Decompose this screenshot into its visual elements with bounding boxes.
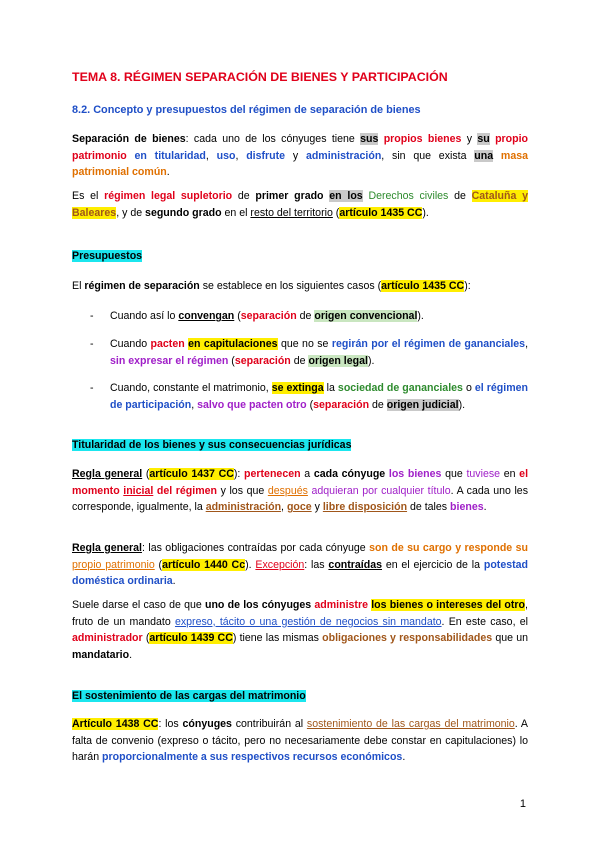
list-item (90, 308, 528, 325)
term: sostenimiento de las cargas del matrimonio (306, 718, 515, 730)
term: su (477, 133, 490, 145)
bullet-dash: - (90, 382, 94, 394)
term: administre (314, 599, 368, 611)
term: los bienes o intereses del otro (371, 599, 526, 611)
text: , sin que exista (381, 149, 475, 162)
list-item-text (110, 336, 528, 369)
text: o (462, 382, 475, 394)
text: que un (492, 632, 528, 644)
term: el momento (72, 468, 529, 497)
term: en los (329, 190, 363, 202)
term: sin expresar el régimen (110, 354, 229, 367)
text: ( (306, 398, 314, 411)
term: expreso, tácito o una gestión de negocios sin mandato (174, 615, 442, 628)
term: tuviese (466, 468, 501, 480)
term: Regla general (72, 542, 142, 554)
term: Cataluña y Baleares (72, 190, 528, 219)
text: de (290, 354, 309, 367)
term: administración (305, 149, 382, 162)
term: potestad doméstica ordinaria (72, 558, 528, 587)
text: : los (158, 718, 183, 730)
obligaciones-paragraph (72, 540, 528, 590)
term: son de su cargo y responde su (369, 542, 528, 554)
text: ( (332, 206, 340, 219)
text: , (281, 501, 287, 513)
text: , (191, 398, 198, 411)
text: Cuando, constante el matrimonio, (110, 382, 272, 394)
article-ref: artículo 1440 Cc (162, 558, 246, 571)
term: regirán por el régimen de gananciales (331, 338, 526, 350)
text: y (285, 149, 306, 162)
text: . A falta de convenio (expreso o tácito, pero no necesariamente debe constar en capitulaciones) lo harán (72, 718, 528, 763)
section-heading: El sostenimiento de las cargas del matrimonio (72, 690, 306, 702)
term: del régimen (156, 484, 217, 497)
term: convengan (178, 310, 235, 322)
bullet-dash: - (90, 310, 94, 322)
text: . (483, 501, 487, 513)
term: régimen de separación (84, 280, 200, 292)
term: los bienes (388, 468, 442, 480)
term: goce (286, 501, 312, 513)
term: Excepción (255, 558, 305, 571)
term: Separación de bienes (72, 133, 186, 145)
text: ): (464, 280, 471, 292)
text: , fruto de un mandato (72, 599, 528, 628)
text: la (323, 382, 338, 394)
term: en titularidad (134, 149, 206, 162)
term: régimen legal supletorio (104, 190, 233, 202)
text: de (296, 310, 315, 322)
list-item-text (110, 308, 528, 325)
term: el régimen de participación (110, 382, 528, 411)
section-heading: Titularidad de los bienes y sus consecuencias jurídicas (72, 439, 352, 451)
text: ). (458, 398, 466, 411)
term: pacten (150, 338, 185, 350)
text: ): (233, 468, 245, 480)
text: . (129, 648, 133, 661)
term: separación (240, 310, 297, 322)
text: y (461, 133, 478, 145)
term: inicial (123, 484, 154, 497)
article-ref: artículo 1435 CC (381, 280, 465, 292)
text: , y de (116, 206, 146, 219)
text: : cada uno de los cónyuges tiene (185, 133, 361, 145)
term: cada cónyuge (313, 468, 386, 480)
text: ) tiene las mismas (232, 632, 323, 644)
term: obligaciones y responsabilidades (322, 632, 493, 644)
term: sus (360, 133, 379, 145)
term: pertenecen (244, 468, 301, 480)
article-ref: artículo 1435 CC (339, 206, 423, 219)
text: ). (367, 354, 375, 367)
presupuestos-intro (72, 278, 528, 295)
text: ( (234, 310, 241, 322)
article-ref: artículo 1437 CC (149, 468, 234, 480)
text: de (448, 190, 472, 202)
sostenimiento-heading-row (72, 688, 528, 705)
text: ). (417, 310, 424, 322)
text: ). (422, 206, 429, 219)
text: de tales (407, 501, 451, 513)
text: Cuando así lo (110, 310, 179, 322)
term: uno de los cónyuges (204, 599, 312, 611)
section-heading: Presupuestos (72, 250, 143, 262)
term: proporcionalmente a sus respectivos recursos económicos (102, 751, 403, 763)
term: propio patrimonio (72, 133, 529, 162)
term: sociedad de gananciales (337, 382, 463, 394)
supletorio-paragraph (72, 188, 528, 221)
text: . (166, 166, 170, 178)
text: que (441, 468, 467, 480)
list-item-text (110, 380, 528, 413)
article-ref: Artículo 1438 CC (72, 718, 159, 730)
term: separación (313, 398, 370, 411)
term: en capitulaciones (188, 338, 278, 350)
text: . (402, 751, 406, 763)
text: de (232, 190, 256, 202)
text: y los que (217, 484, 268, 497)
text: El (72, 280, 85, 292)
term: origen convencional (314, 310, 418, 322)
term: contraídas (328, 558, 382, 571)
term: Regla general (72, 468, 143, 480)
term: separación (234, 354, 291, 367)
text: , (205, 149, 217, 162)
term: disfrute (246, 149, 286, 162)
page-number: 1 (519, 798, 526, 810)
text: , (235, 149, 247, 162)
text (493, 150, 501, 162)
text: de (369, 398, 387, 411)
term: se extinga (271, 382, 324, 394)
term: origen legal (308, 354, 368, 367)
text: a (300, 468, 314, 480)
list-item (90, 380, 528, 413)
text: , (525, 338, 529, 350)
text: Suele darse el caso de que (72, 599, 205, 611)
text: ( (154, 558, 163, 571)
text: que no se (277, 338, 332, 350)
text: . (172, 575, 176, 587)
text: contribuirán al (231, 718, 307, 730)
text: Cuando (110, 338, 151, 350)
sostenimiento-paragraph (72, 716, 528, 766)
term: propios bienes (383, 133, 462, 145)
presupuestos-heading-row (72, 248, 528, 265)
definition-paragraph (72, 131, 528, 181)
term: origen judicial (386, 398, 459, 411)
term: bienes (450, 501, 484, 513)
regla-general-paragraph (72, 466, 528, 516)
term: adquieran por cualquier título (311, 484, 451, 497)
term: Derechos civiles (368, 190, 449, 202)
text: ). (245, 558, 256, 571)
text: ( (142, 468, 150, 480)
term: administrador (72, 632, 143, 644)
text: Es el (72, 190, 105, 202)
text: : las (304, 558, 329, 571)
term: primer grado (255, 190, 324, 202)
term: mandatario (72, 648, 130, 661)
term: cónyuges (182, 718, 232, 730)
text: . En este caso, el (441, 615, 529, 628)
text: ( (142, 632, 150, 644)
term: una (474, 149, 494, 162)
text: : las obligaciones contraídas por cada cónyuge (141, 542, 370, 554)
text: y (311, 501, 323, 513)
text: . A cada uno les corresponde, igualmente, la (72, 484, 528, 513)
section-subtitle: 8.2. Concepto y presupuestos del régimen de separación de bienes (72, 104, 421, 116)
page-title: TEMA 8. RÉGIMEN SEPARACIÓN DE BIENES Y PARTICIPACIÓN (72, 70, 448, 84)
term: salvo que pacten otro (197, 398, 307, 411)
term: libre disposición (322, 501, 408, 513)
text: en (500, 468, 520, 480)
term: masa patrimonial común (72, 149, 529, 178)
text: se establece en los siguientes casos ( (199, 280, 382, 292)
term: después (267, 484, 308, 497)
mandato-paragraph (72, 597, 528, 663)
text (127, 150, 135, 162)
titularidad-heading-row (72, 437, 528, 454)
term: resto del territorio (250, 206, 333, 219)
text: ( (228, 354, 235, 367)
article-ref: artículo 1439 CC (149, 632, 233, 644)
text: en el (221, 206, 251, 219)
bullet-dash: - (90, 338, 94, 350)
text: en el ejercicio de la (382, 558, 484, 571)
term: propio patrimonio (72, 558, 155, 571)
term: uso (216, 149, 236, 162)
term: administración (205, 501, 282, 513)
list-item (90, 336, 528, 369)
term: segundo grado (145, 206, 222, 219)
